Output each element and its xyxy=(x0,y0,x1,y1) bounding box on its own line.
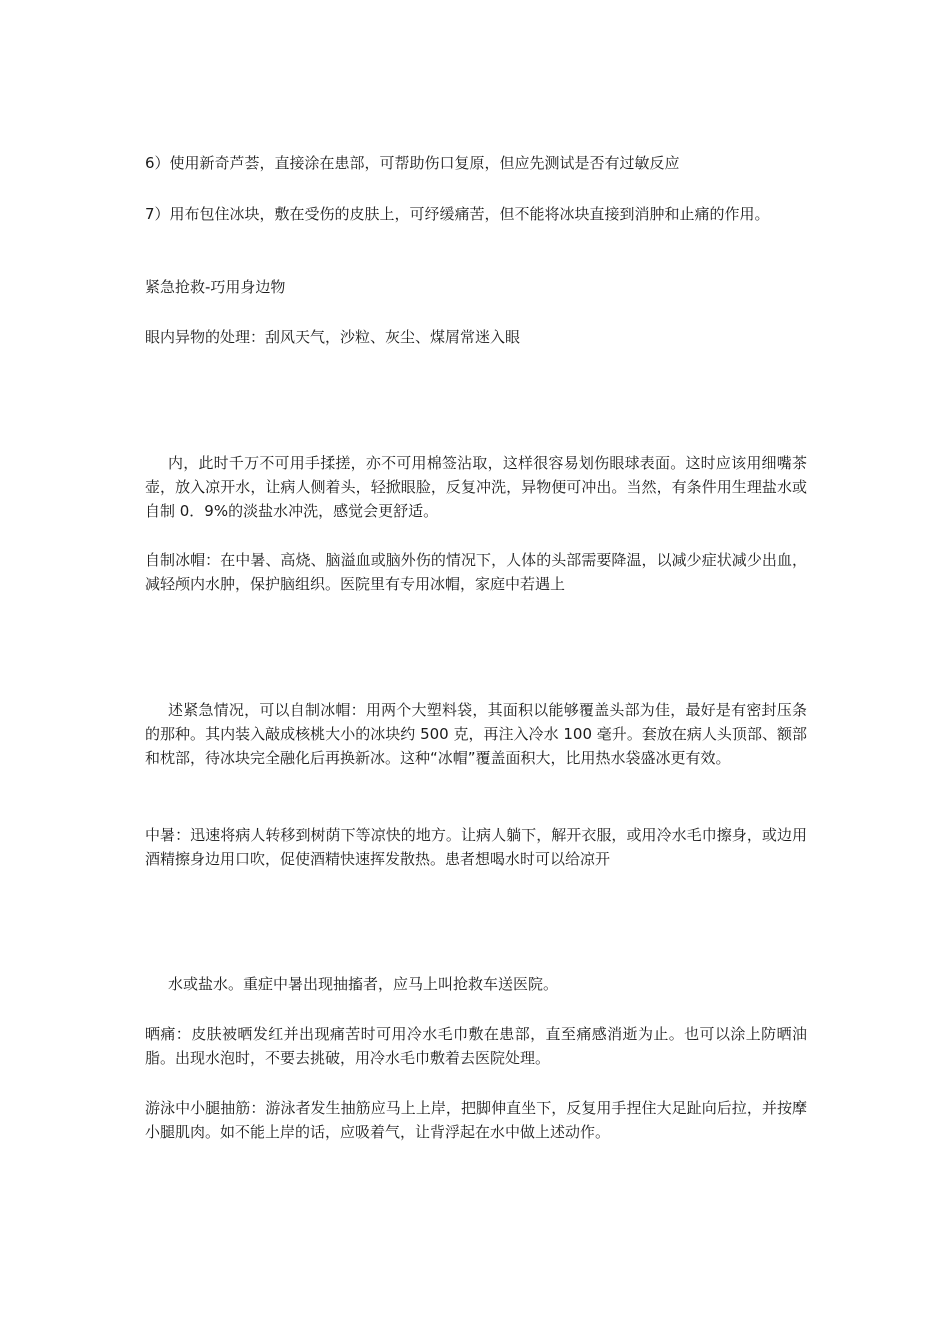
paragraph-sunburn: 晒痛：皮肤被晒发红并出现痛苦时可用冷水毛巾敷在患部，直至痛感消逝为止。也可以涂上防晒油脂。出现水泡时，不要去挑破，用冷水毛巾敷着去医院处理。 xyxy=(145,1025,807,1067)
paragraph-heatstroke-cont: 水或盐水。重症中暑出现抽搐者，应马上叫抢救车送医院。 xyxy=(168,975,559,993)
paragraph-leg-cramp: 游泳中小腿抽筋：游泳者发生抽筋应马上上岸，把脚伸直坐下，反复用手捏住大足趾向后拉，并按摩小腿肌肉。如不能上岸的话，应吸着气，让背浮起在水中做上述动作。 xyxy=(145,1099,807,1141)
paragraph-eye-foreign-body: 眼内异物的处理：刮风天气，沙粒、灰尘、煤屑常迷入眼 xyxy=(145,328,521,346)
paragraph-heatstroke: 中暑：迅速将病人转移到树荫下等凉快的地方。让病人躺下，解开衣服，或用冷水毛巾擦身，或边用酒精擦身边用口吹，促使酒精快速挥发散热。患者想喝水时可以给凉开 xyxy=(145,826,807,868)
paragraph-eye-rinse: 内，此时千万不可用手揉搓，亦不可用棉签沾取，这样很容易划伤眼球表面。这时应该用细嘴茶壶，放入凉开水，让病人侧着头，轻掀眼脸，反复冲洗，异物便可冲出。当然，有条件用生理盐水或自制 0．9%的淡盐水冲洗，感觉会更舒适。 xyxy=(145,454,807,520)
paragraph-aloe: 6）使用新奇芦荟，直接涂在患部，可帮助伤口复原，但应先测试是否有过敏反应 xyxy=(145,154,680,172)
paragraph-ice-pack: 7）用布包住冰块，敷在受伤的皮肤上，可纾缓痛苦，但不能将冰块直接到消肿和止痛的作用。 xyxy=(145,205,770,223)
paragraph-ice-cap-intro: 自制冰帽：在中暑、高烧、脑溢血或脑外伤的情况下，人体的头部需要降温，以减少症状减少出血，减轻颅内水肿，保护脑组织。医院里有专用冰帽，家庭中若遇上 xyxy=(145,551,807,593)
paragraph-ice-cap-method: 述紧急情况，可以自制冰帽：用两个大塑料袋，其面积以能够覆盖头部为佳，最好是有密封压条的那种。其内装入敲成核桃大小的冰块约 500 克，再注入冷水 100 毫升。套放在病人头顶部、额部和枕部，待冰块完全融化后再换新冰。这种“冰帽”覆盖面积大，比用热水袋盛冰更有效。 xyxy=(145,701,807,767)
section-heading: 紧急抢救-巧用身边物 xyxy=(145,278,286,296)
